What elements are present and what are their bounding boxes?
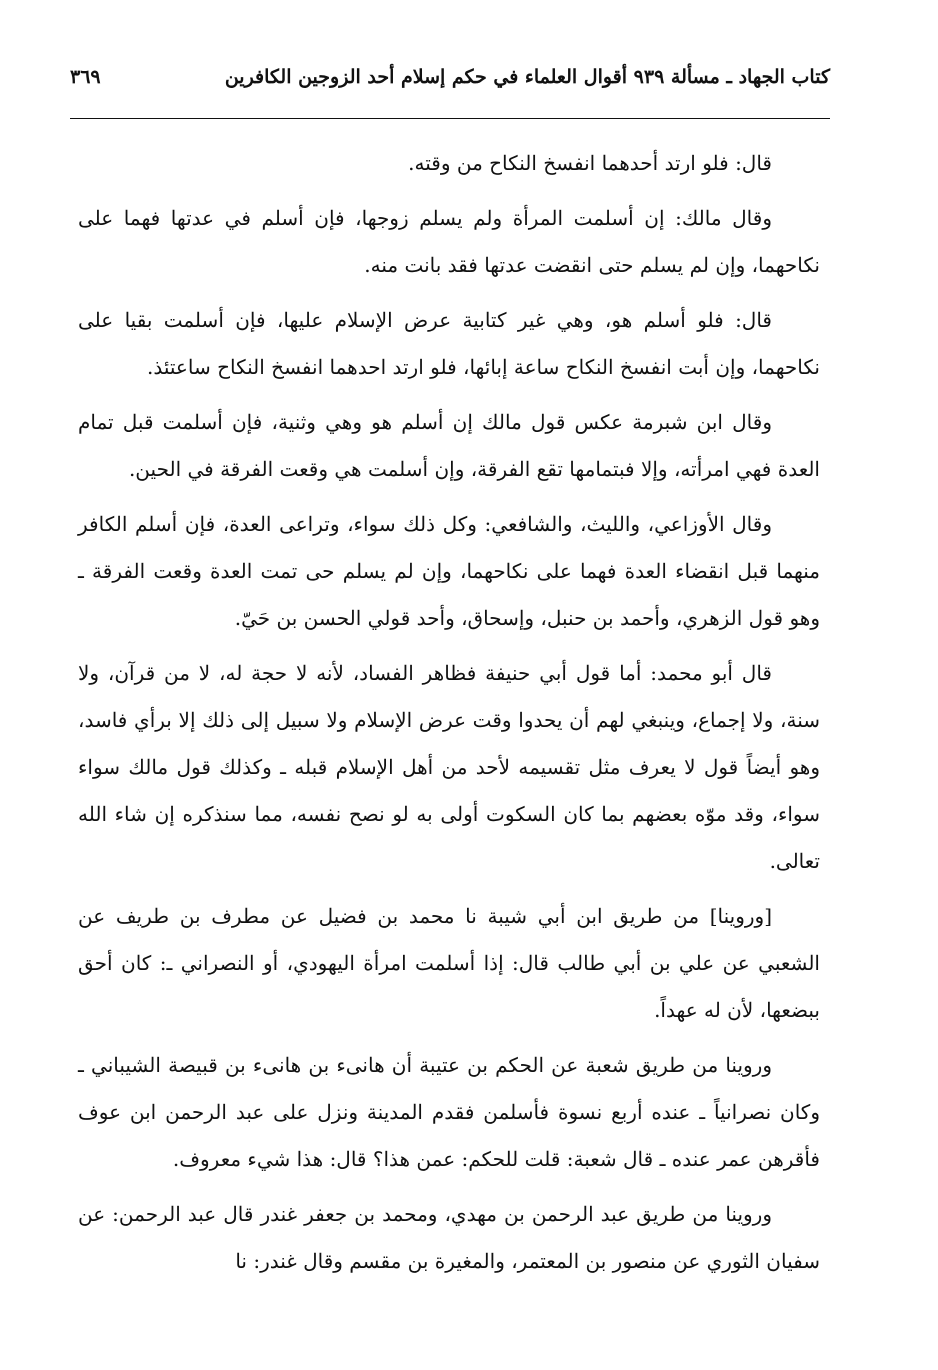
header-title: كتاب الجهاد ـ مسألة ٩٣٩ أقوال العلماء في حكم إسلام أحد الزوجين الكافرين [224, 66, 830, 88]
running-header [70, 62, 830, 106]
paragraph: قال: فلو أسلم هو، وهي غير كتابية عرض الإسلام عليها، فإن أسلمت بقيا على نكاحهما، وإن أبت انفسخ النكاح ساعة إبائها، فلو ارتد احدهما انفسخ النكاح ساعتئذ. [78, 308, 820, 379]
paragraph: قال أبو محمد: أما قول أبي حنيفة فظاهر الفساد، لأنه لا حجة له، لا من قرآن، ولا سنة، ولا إجماع، وينبغي لهم أن يحدوا وقت عرض الإسلام ولا سبيل إلى ذلك إلا برأي فاسد، وهو أيضاً قول لا يعرف مثل تقسيمه لأحد من أهل الإسلام قبله ـ وكذلك قول مالك سواء سواء، وقد موّه بعضهم بما كان السكوت أولى به لو نصح نفسه، مما سنذكره إن شاء الله تعالى. [78, 661, 820, 873]
page-number: ٣٦٩ [70, 66, 101, 88]
paragraph: وقال الأوزاعي، والليث، والشافعي: وكل ذلك سواء، وتراعى العدة، فإن أسلم الكافر منهما قبل انقضاء العدة فهما على نكاحهما، وإن لم يسلم حى تمت العدة وقعت الفرقة ـ وهو قول الزهري، وأحمد بن حنبل، وإسحاق، وأحد قولي الحسن بن حَيّ. [78, 512, 820, 630]
paragraph: وقال ابن شبرمة عكس قول مالك إن أسلم هو وهي وثنية، فإن أسلمت قبل تمام العدة فهي امرأته، وإلا فبتمامها تقع الفرقة، وإن أسلمت هي وقعت الفرقة في الحين. [78, 410, 820, 481]
paragraph: قال: فلو ارتد أحدهما انفسخ النكاح من وقته. [408, 151, 772, 175]
paragraph: وروينا من طريق عبد الرحمن بن مهدي، ومحمد بن جعفر غندر قال عبد الرحمن: عن سفيان الثوري عن منصور بن المعتمر، والمغيرة بن مقسم وقال غندر: نا [78, 1202, 820, 1273]
header-divider [70, 118, 830, 119]
paragraph: [وروينا] من طريق ابن أبي شيبة نا محمد بن فضيل عن مطرف بن طريف عن الشعبي عن علي بن أبي طالب قال: إذا أسلمت امرأة اليهودي، أو النصراني ـ: كان أحق ببضعها، لأن له عهداً. [78, 904, 820, 1022]
paragraph: وروينا من طريق شعبة عن الحكم بن عتيبة أن هانىء بن هانىء بن قبيصة الشيباني ـ وكان نصرانياً ـ عنده أربع نسوة فأسلمن فقدم المدينة ونزل على عبد الرحمن ابن عوف فأقرهن عمر عنده ـ قال شعبة: قلت للحكم: عمن هذا؟ قال: هذا شيء معروف. [78, 1053, 820, 1171]
body-text [78, 140, 820, 1293]
paragraph: وقال مالك: إن أسلمت المرأة ولم يسلم زوجها، فإن أسلم في عدتها فهما على نكاحهما، وإن لم يسلم حتى انقضت عدتها فقد بانت منه. [78, 206, 820, 277]
